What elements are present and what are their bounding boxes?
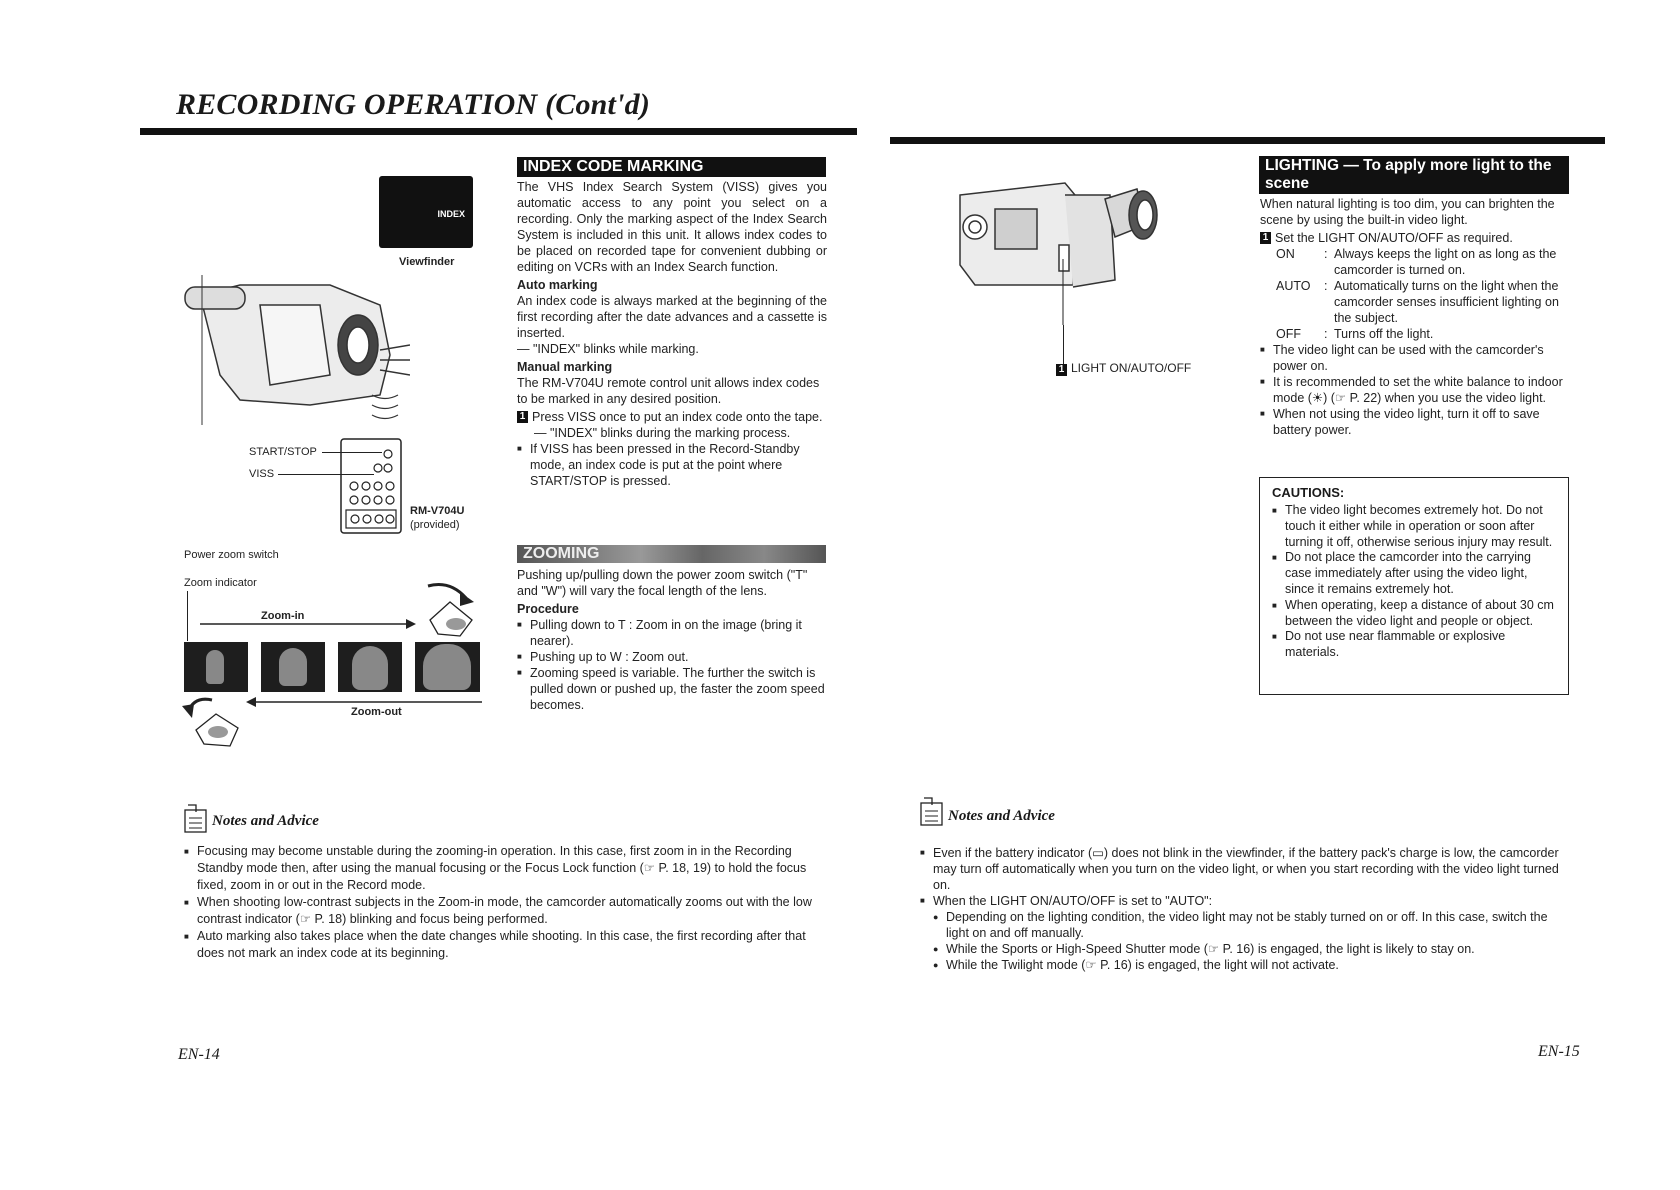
lighting-step-1: [1260, 230, 1570, 246]
index-code-heading: INDEX CODE MARKING: [517, 157, 826, 177]
note-sub-item: ● While the Twilight mode (☞ P. 16) is engaged, the light will not activate.: [933, 957, 1572, 973]
caution-item: ■ The video light becomes extremely hot. Do not touch it either while in operation or soon after turning it off, otherwise serious injury may result.: [1272, 503, 1558, 550]
index-code-section: [517, 179, 827, 489]
title-rule-left: [140, 128, 857, 135]
zoom-in-arrow-icon: [200, 618, 416, 630]
def-row-auto: [1276, 278, 1570, 326]
notes-heading-right: Notes and Advice: [948, 808, 1055, 824]
zooming-section: [517, 567, 827, 713]
zooming-procedure-list: [517, 617, 827, 713]
def-desc: Automatically turns on the light when the camcorder senses insufficient lighting on the subject.: [1334, 279, 1559, 325]
lighting-bullet: ■ The video light can be used with the camcorder's power on.: [1260, 342, 1570, 374]
note-item: ■ Auto marking also takes place when the date changes while shooting. In this case, the first recording after that does not mark an index code at its beginning.: [184, 928, 836, 962]
note-item: ■ Focusing may become unstable during the zooming-in operation. In this case, first zoom in in the Recording Standby mode then, after using the manual focusing or the Focus Lock function (☞ P. 18, 19) to hold the focus fixed, zoom in or out in the Record mode.: [184, 843, 836, 894]
zooming-heading-bar: [517, 545, 826, 563]
power-zoom-switch-label: Power zoom switch: [184, 549, 279, 561]
page-title: RECORDING OPERATION (Cont'd): [176, 88, 651, 121]
lighting-bullets: [1260, 342, 1570, 438]
step-number-box: 1: [517, 411, 528, 423]
note-item: ■ Even if the battery indicator (▭) does not blink in the viewfinder, if the battery pack's charge is low, the camcorder may turn off automatically when you turn on the video light, or when you start recording with the video light turned on.: [920, 845, 1572, 893]
viewfinder-index-text: INDEX: [437, 209, 465, 219]
light-switch-label: LIGHT ON/AUTO/OFF: [1071, 361, 1192, 375]
start-stop-label: START/STOP: [249, 446, 317, 458]
note-item: ■ When shooting low-contrast subjects in the Zoom-in mode, the camcorder automatically zooms out with the low contrast indicator (☞ P. 18) blinking and focus being performed.: [184, 894, 836, 928]
zoom-frame-2: [261, 642, 325, 692]
viss-leader: [278, 474, 374, 475]
step-1-text: Press VISS once to put an index code onto the tape.: [532, 410, 823, 424]
procedure-item: ■ Pushing up to W : Zoom out.: [517, 649, 827, 665]
def-colon: :: [1324, 327, 1328, 341]
procedure-item: ■ Zooming speed is variable. The further the switch is pulled down or pushed up, the faster the zoom speed becomes.: [517, 665, 827, 713]
notepad-icon: [184, 804, 208, 834]
step-1: [517, 409, 827, 425]
zooming-heading: ZOOMING: [523, 545, 600, 562]
light-switch-callout: [1056, 361, 1191, 376]
lighting-intro: When natural lighting is too dim, you can brighten the scene by using the built-in video light.: [1260, 197, 1555, 227]
def-term: OFF: [1276, 327, 1301, 341]
viss-label: VISS: [249, 468, 275, 480]
index-code-bullet: ■ If VISS has been pressed in the Record-Standby mode, an index code is put at the point where START/STOP is pressed.: [517, 441, 827, 489]
title-rule-right: [890, 137, 1605, 144]
callout-number-box: 1: [1056, 364, 1067, 376]
zoom-indicator-leader: [187, 591, 188, 641]
notes-list-right: [920, 845, 1572, 973]
def-row-off: [1276, 326, 1570, 342]
index-code-bullets: [517, 441, 827, 489]
remote-model-label: RM-V704U: [410, 505, 465, 517]
caution-item: ■ Do not place the camcorder into the carrying case immediately after using the video light, since it remains extremely hot.: [1272, 550, 1558, 597]
notepad-icon: [920, 797, 944, 827]
page-number-right: EN-15: [1538, 1043, 1580, 1060]
zoom-frames-strip: [184, 642, 480, 692]
def-desc: Always keeps the light on as long as the camcorder is turned on.: [1334, 247, 1557, 277]
notes-list-left: [184, 843, 836, 962]
caution-item: ■ When operating, keep a distance of about 30 cm between the video light and people or object.: [1272, 598, 1558, 630]
cautions-list: [1272, 503, 1558, 661]
procedure-item: ■ Pulling down to T : Zoom in on the image (bring it nearer).: [517, 617, 827, 649]
zoom-frame-4: [415, 642, 480, 692]
note-sub-item: ● While the Sports or High-Speed Shutter mode (☞ P. 16) is engaged, the light is likely to stay on.: [933, 941, 1572, 957]
lighting-heading: LIGHTING — To apply more light to the scene: [1259, 156, 1569, 194]
cautions-box: [1259, 477, 1569, 695]
hand-zoom-out-icon: [182, 694, 248, 750]
page-number-left: EN-14: [178, 1046, 220, 1063]
zoom-in-label: Zoom-in: [261, 610, 305, 622]
lighting-step-1-text: Set the LIGHT ON/AUTO/OFF as required.: [1275, 231, 1513, 245]
index-code-intro: The VHS Index Search System (VISS) gives you automatic access to any point you select on a recording. Only the marking aspect of the Index Search System is included in this unit. It allows index codes to be placed on recorded tape for convenient dubbing or editing on VCRs with an Index Search function.: [517, 180, 827, 274]
viewfinder-screen: [379, 176, 473, 248]
notes-sub-bullets: [920, 909, 1572, 973]
zoom-frame-1: [184, 642, 248, 692]
def-colon: :: [1324, 247, 1328, 261]
note-sub-item: ● Depending on the lighting condition, the video light may not be stably turned on or off. In this case, switch the light on and off manually.: [933, 909, 1572, 941]
lighting-bullet: ■ When not using the video light, turn it off to save battery power.: [1260, 406, 1570, 438]
notes-heading-left: Notes and Advice: [212, 813, 319, 829]
lighting-step-number-box: 1: [1260, 232, 1271, 244]
hand-zoom-switch-icon: [420, 580, 480, 640]
lighting-section: [1260, 196, 1570, 438]
zooming-intro: Pushing up/pulling down the power zoom switch ("T" and "W") will vary the focal length of the lens.: [517, 568, 808, 598]
remote-provided-label: (provided): [410, 519, 460, 531]
auto-marking-dash: — "INDEX" blinks while marking.: [517, 342, 699, 356]
viewfinder-label: Viewfinder: [399, 256, 455, 268]
step-1-dash: — "INDEX" blinks during the marking process.: [534, 426, 791, 440]
light-mode-definitions: [1260, 246, 1570, 342]
procedure-heading: Procedure: [517, 602, 579, 616]
zoom-indicator-label: Zoom indicator: [184, 577, 257, 589]
note-item: ■ When the LIGHT ON/AUTO/OFF is set to "AUTO":: [920, 893, 1572, 909]
notes-bullets-right: [920, 845, 1572, 909]
manual-marking-heading: Manual marking: [517, 360, 613, 374]
signal-arc-icon: [370, 390, 400, 430]
lighting-bullet: ■ It is recommended to set the white balance to indoor mode (☀) (☞ P. 22) when you use the video light.: [1260, 374, 1570, 406]
def-row-on: [1276, 246, 1570, 278]
start-stop-leader: [322, 452, 382, 453]
manual-marking-text: The RM-V704U remote control unit allows index codes to be marked in any desired position.: [517, 376, 820, 406]
caution-item: ■ Do not use near flammable or explosive materials.: [1272, 629, 1558, 661]
def-colon: :: [1324, 279, 1328, 293]
zoom-frame-3: [338, 642, 402, 692]
camcorder-light-illustration: [955, 175, 1185, 325]
def-desc: Turns off the light.: [1334, 327, 1434, 341]
def-term: ON: [1276, 247, 1295, 261]
zoom-out-label: Zoom-out: [351, 706, 402, 718]
auto-marking-text: An index code is always marked at the beginning of the first recording after the date advances and a cassette is inserted.: [517, 294, 827, 340]
cautions-heading: CAUTIONS:: [1272, 485, 1345, 500]
def-term: AUTO: [1276, 279, 1311, 293]
auto-marking-heading: Auto marking: [517, 278, 598, 292]
